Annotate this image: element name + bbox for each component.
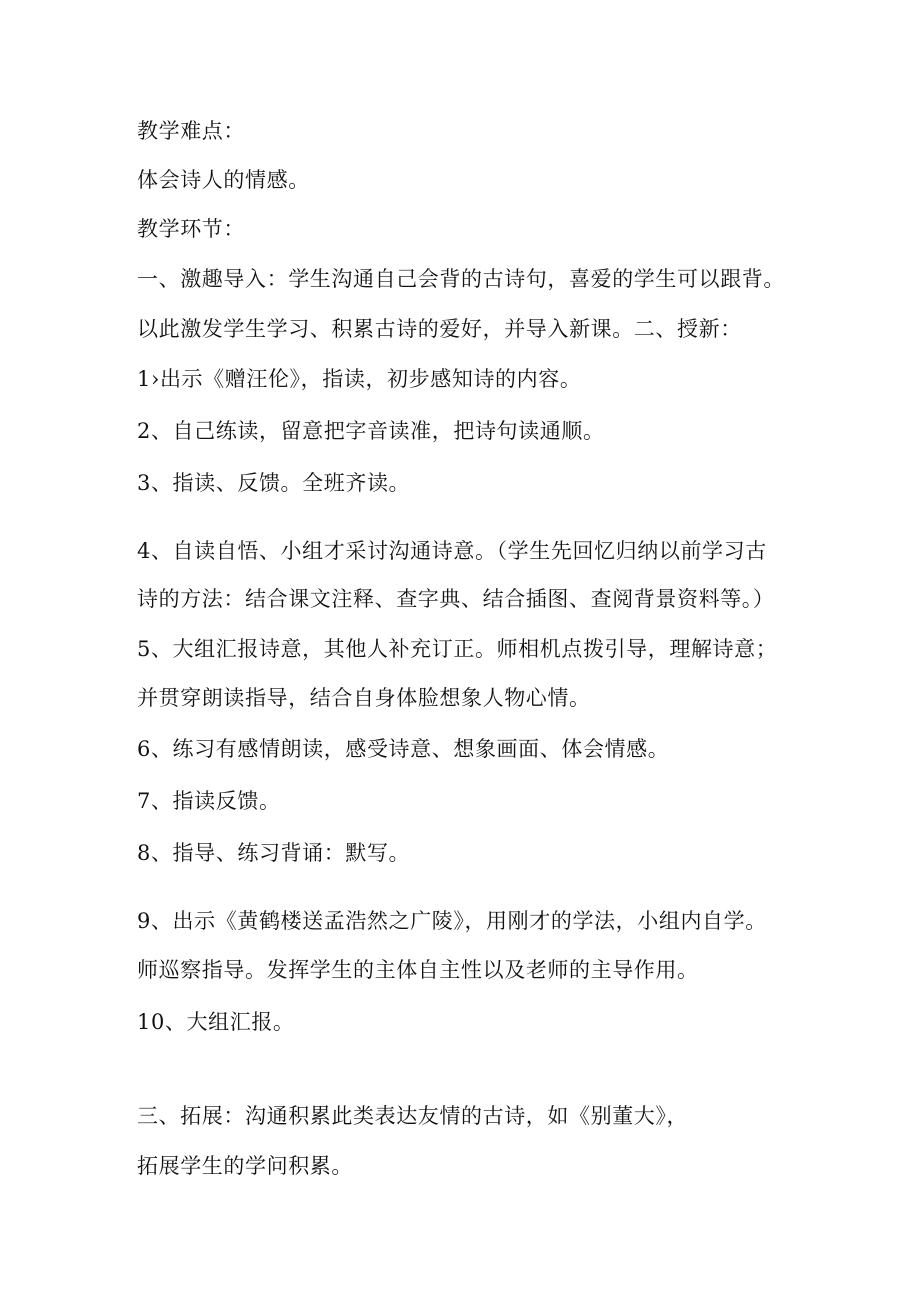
list-item-4-cont: 诗的方法：结合课文注释、查字典、结合插图、查阅背景资料等。） <box>137 587 775 611</box>
paragraph-difficulty-content: 体会诗人的情感。 <box>137 168 310 192</box>
list-item-5-cont: 并贯穿朗读指导，结合自身体脸想象人物心情。 <box>137 686 591 710</box>
list-item-7: 7、指读反馈。 <box>137 789 281 813</box>
list-item-9: 9、出示《黄鹤楼送孟浩然之广陵》，用刚才的学法，小组内自学。 <box>137 909 767 933</box>
list-item-10: 10、大组汇报。 <box>137 1010 295 1034</box>
list-item-3: 3、指读、反馈。全班齐读。 <box>137 471 411 495</box>
list-item-6: 6、练习有感情朗读，感受诗意、想象画面、体会情感。 <box>137 737 670 761</box>
paragraph-step-3-extension: 三、拓展：沟通积累此类表达友情的古诗，如《别董大》， <box>137 1104 689 1128</box>
list-item-4: 4、自读自悟、小组才采讨沟通诗意。（学生先回忆归纳以前学习古 <box>137 539 767 563</box>
list-item-8: 8、指导、练习背诵：默写。 <box>137 841 411 865</box>
heading-teaching-steps: 教学环节： <box>137 217 245 241</box>
paragraph-step-3-extension-cont: 拓展学生的学问积累。 <box>137 1154 353 1178</box>
list-item-5: 5、大组汇报诗意，其他人补充订正。师相机点拨引导，理解诗意； <box>137 637 778 661</box>
paragraph-step-1-intro-cont: 以此激发学生学习、积累古诗的爱好，并导入新课。二、授新： <box>137 317 742 341</box>
list-item-1: 1›出示《赠汪伦》，指读，初步感知诗的内容。 <box>137 367 582 391</box>
heading-teaching-difficulty: 教学难点： <box>137 119 245 143</box>
list-item-9-cont: 师巡察指导。发挥学生的主体自主性以及老师的主导作用。 <box>137 958 699 982</box>
paragraph-step-1-intro: 一、激趣导入：学生沟通自己会背的古诗句，喜爱的学生可以跟背。 <box>137 267 785 291</box>
list-item-2: 2、自己练读，留意把字音读准，把诗句读通顺。 <box>137 419 605 443</box>
